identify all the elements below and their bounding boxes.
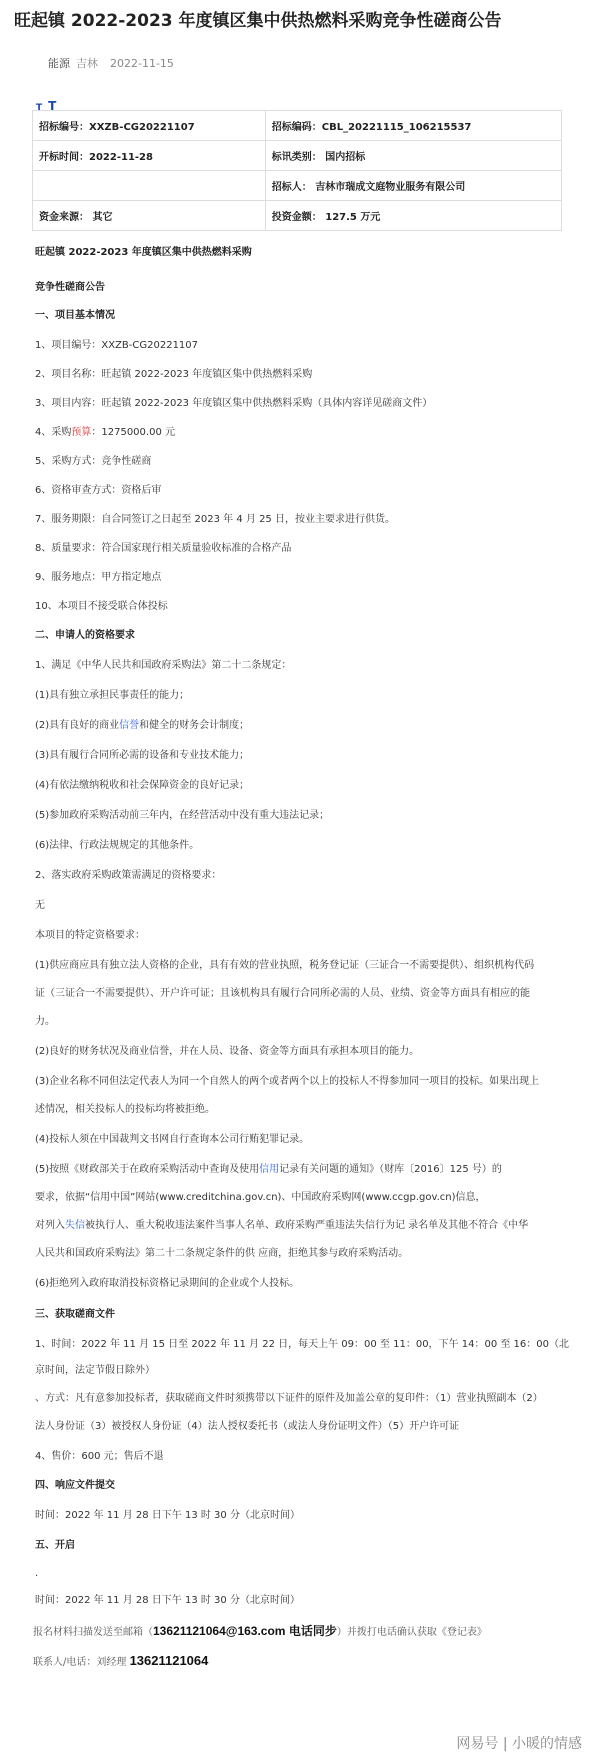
contact-line: 联系人/电话：刘经理 13621121064: [33, 1653, 209, 1668]
qual-1d: (4)有依法缴纳税收和社会保障资金的良好记录；: [35, 780, 250, 791]
qual-none: 无: [35, 900, 45, 911]
item-7: 7、服务期限：自合同签订之日起至 2023 年 4 月 25 日，按业主要求进行供货。: [35, 514, 395, 525]
section-4-heading: 四、响应文件提交: [35, 1480, 115, 1491]
font-large-button[interactable]: T: [48, 99, 57, 113]
credit-link[interactable]: 信誉: [119, 720, 140, 731]
signup-email-line: 报名材料扫描发送至邮箱（13621121064@163.com 电话同步）并拨打电话确认获取《登记表》: [33, 1624, 487, 1638]
special-5-line2: 要求，依据“信用中国”网站(www.creditchina.gov.cn)、中国政府采购网(www.ccgp.gov.cn)信息，: [35, 1192, 486, 1203]
qual-1e: (5)参加政府采购活动前三年内，在经营活动中没有重大违法记录；: [35, 810, 330, 821]
item-10: 10、本项目不接受联合体投标: [35, 601, 168, 612]
bid-type: 标讯类别： 国内招标: [271, 152, 366, 163]
budget-link[interactable]: 预算: [71, 427, 92, 438]
section-3-heading: 三、获取磋商文件: [35, 1309, 115, 1320]
special-qual-heading: 本项目的特定资格要求：: [35, 930, 145, 941]
qual-1b: (2)具有良好的商业信誉和健全的财务会计制度；: [35, 720, 250, 731]
font-small-button[interactable]: T: [36, 103, 43, 113]
publish-date: 2022-11-15: [110, 57, 174, 70]
special-6: (6)拒绝列入政府取消投标资格记录期间的企业或个人投标。: [35, 1278, 300, 1289]
special-5-line4: 人民共和国政府采购法》第二十二条规定条件的供 应商，拒绝其参与政府采购活动。: [35, 1248, 409, 1259]
get-docs-method-line1: 、方式：凡有意参加投标者，获取磋商文件时须携带以下证件的原件及加盖公章的复印件：（1）营业执照副本（2）: [35, 1393, 543, 1404]
qual-1a: (1)具有独立承担民事责任的能力；: [35, 690, 190, 701]
contact-phone[interactable]: 13621121064: [129, 1653, 209, 1668]
body-subheading: 竞争性磋商公告: [35, 282, 105, 293]
page-title: 旺起镇 2022-2023 年度镇区集中供热燃料采购竞争性磋商公告: [14, 11, 502, 31]
section-1-heading: 一、项目基本情况: [35, 310, 115, 321]
special-5-line3: 对列入失信被执行人、重大税收违法案件当事人名单、政府采购严重违法失信行为记 录名单及其他不符合《中华: [35, 1220, 529, 1231]
item-4: 4、采购预算：1275000.00 元: [35, 427, 175, 438]
special-2: (2)良好的财务状况及商业信誉，并在人员、设备、资金等方面具有承担本项目的能力。: [35, 1046, 420, 1057]
dishonest-link[interactable]: 失信: [65, 1220, 85, 1231]
credit-record-link[interactable]: 信用: [259, 1164, 280, 1175]
signup-email[interactable]: 13621121064@163.com: [153, 1624, 286, 1638]
qual-1c: (3)具有履行合同所必需的设备和专业技术能力；: [35, 750, 250, 761]
source-label: 能源: [48, 57, 70, 70]
special-5-line1: (5)按照《财政部关于在政府采购活动中查询及使用信用记录有关问题的通知》（财库〔2016〕125 号）的: [35, 1164, 502, 1175]
special-1-line2: 证（三证合一不需要提供）、开户许可证；且该机构具有履行合同所必需的人员、业绩、资金等方面具有相应的能: [35, 988, 530, 999]
section-5-dot: .: [35, 1568, 39, 1579]
special-3-line1: (3)企业名称不同但法定代表人为同一个自然人的两个或者两个以上的投标人不得参加同一项目的投标。如果出现上: [35, 1076, 540, 1087]
item-1: 1、项目编号：XXZB-CG20221107: [35, 340, 199, 351]
fund-source: 资金来源： 其它: [39, 212, 113, 223]
bid-no: 招标编号：XXZB-CG20221107: [39, 122, 195, 133]
get-docs-method-line2: 法人身份证（3）被授权人身份证（4）法人授权委托书（或法人身份证明文件）（5）开户许可证: [35, 1421, 460, 1432]
item-2: 2、项目名称：旺起镇 2022-2023 年度镇区集中供热燃料采购: [35, 369, 313, 380]
item-6: 6、资格审查方式：资格后审: [35, 485, 162, 496]
submit-time: 时间：2022 年 11 月 28 日下午 13 时 30 分（北京时间）: [35, 1510, 300, 1521]
open-time-line: 时间：2022 年 11 月 28 日下午 13 时 30 分（北京时间）: [35, 1595, 300, 1606]
bid-code: 招标编码：CBL_20221115_106215537: [271, 122, 472, 133]
section-5-heading: 五、开启: [35, 1540, 75, 1551]
qual-2: 2、落实政府采购政策需满足的资格要求：: [35, 870, 222, 881]
bidder: 招标人： 吉林市瑞成文庭物业服务有限公司: [271, 182, 466, 193]
item-5: 5、采购方式：竞争性磋商: [35, 456, 152, 467]
special-4: (4)投标人须在中国裁判文书网自行查询本公司行贿犯罪记录。: [35, 1134, 310, 1145]
empty-cell: [33, 171, 266, 201]
section-2-heading: 二、申请人的资格要求: [35, 630, 135, 641]
get-docs-time-line2: 京时间，法定节假日除外）: [35, 1365, 155, 1376]
item-3: 3、项目内容：旺起镇 2022-2023 年度镇区集中供热燃料采购（具体内容详见磋商文件）: [35, 398, 433, 409]
body-heading: 旺起镇 2022-2023 年度镇区集中供热燃料采购: [35, 247, 252, 258]
item-9: 9、服务地点：甲方指定地点: [35, 572, 162, 583]
source-value[interactable]: 吉林: [76, 57, 98, 70]
special-1-line3: 力。: [35, 1016, 55, 1027]
qual-1f: (6)法律、行政法规规定的其他条件。: [35, 840, 200, 851]
item-8: 8、质量要求：符合国家现行相关质量验收标准的合格产品: [35, 543, 292, 554]
open-time: 开标时间：2022-11-28: [39, 152, 153, 163]
qual-1: 1、满足《中华人民共和国政府采购法》第二十二条规定：: [35, 660, 292, 671]
tender-info-table: [32, 110, 562, 231]
special-3-line2: 述情况，相关投标人的投标均将被拒绝。: [35, 1104, 215, 1115]
watermark: 网易号 | 小暖的情感: [456, 1736, 582, 1752]
article-meta: [48, 55, 174, 71]
special-1-line1: (1)供应商应具有独立法人资格的企业，具有有效的营业执照，税务登记证（三证合一不需要提供）、组织机构代码: [35, 960, 535, 971]
get-docs-price: 4、售价：600 元；售后不退: [35, 1451, 164, 1462]
get-docs-time-line1: 1、时间：2022 年 11 月 15 日至 2022 年 11 月 22 日，每天上午 09：00 至 11：00，下午 14：00 至 16：00（北: [35, 1339, 569, 1350]
invest-amount: 投资金额： 127.5 万元: [271, 212, 381, 223]
